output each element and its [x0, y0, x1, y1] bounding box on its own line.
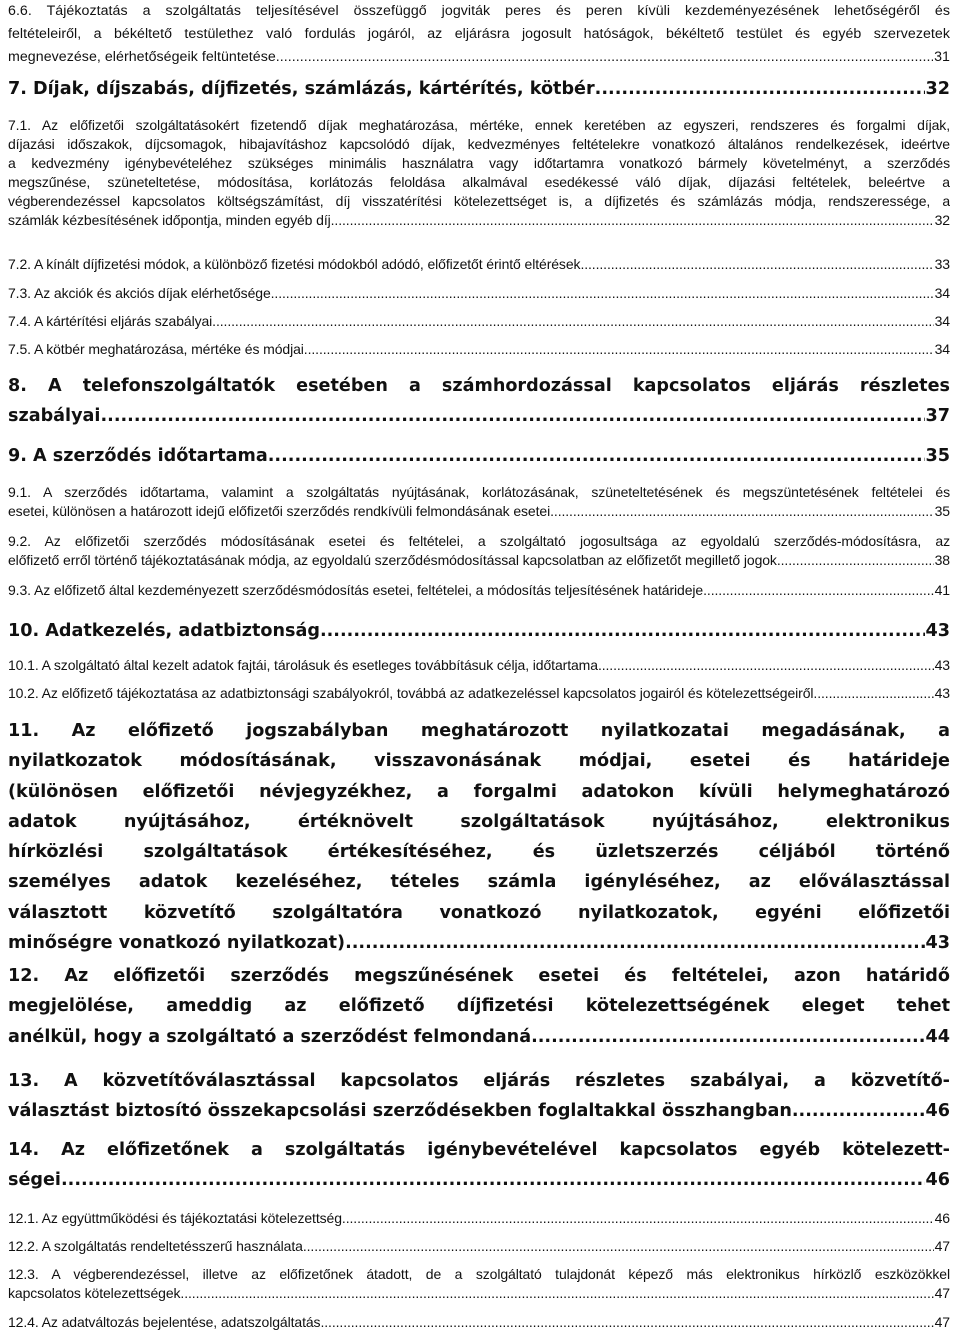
toc-entry[interactable] [8, 1066, 950, 1127]
toc-entry-title: választást biztosító összekapcsolási szerződésekben foglaltakkal összhangban [8, 1101, 792, 1122]
toc-entry-last-line [8, 1237, 950, 1256]
toc-entry-text-line: nyilatkozatok módosításának, visszavonásának módjai, esetei és határideje [8, 751, 950, 772]
toc-entry-last-line [8, 211, 950, 230]
toc-entry[interactable] [8, 1313, 950, 1332]
toc-entry-title: 7.2. A kínált díjfizetési módok, a különböző fizetési módokból adódó, előfizetőt érintő eltérések [8, 256, 581, 272]
dot-leader [180, 1284, 933, 1303]
dot-leader [212, 312, 933, 331]
toc-entry-last-line [8, 656, 950, 675]
toc-entry[interactable] [8, 371, 950, 431]
toc-entry-title: 12.2. A szolgáltatás rendeltetésszerű használata [8, 1238, 303, 1254]
toc-entry-text-line: feltételeiről, a békéltető testülethez való fordulás jogáról, az eljárásra jogosult hatóságok, békéltető testület és egyéb szervezetek [8, 26, 950, 42]
toc-entry-text-line: 12.3. A végberendezéssel, illetve az előfizetőnek átadott, de a szolgáltató tulajdonát képező más elektronikus hírközlő eszközökkel [8, 1266, 950, 1282]
toc-entry-last-line [8, 684, 950, 703]
page-number[interactable]: 33 [934, 256, 950, 272]
toc-entry-title: kapcsolatos kötelezettségek [8, 1285, 181, 1301]
toc-entry[interactable] [8, 441, 950, 471]
page-number[interactable]: 46 [925, 1101, 950, 1122]
toc-entry[interactable] [8, 581, 950, 600]
toc-entry-title: 7. Díjak, díjszabás, díjfizetés, számlázás, kártérítés, kötbér [8, 79, 595, 99]
toc-entry-text-line: díjazási időszakok, díjcsomagok, hibajavításhoz kapcsolódó díjak, kedvezményes feltételekre vonatkozó általános rendelkezések, ideértve [8, 136, 950, 152]
dot-leader [61, 1165, 925, 1195]
toc-entry-last-line [8, 312, 950, 331]
page-number[interactable]: 38 [934, 552, 950, 568]
toc-entry[interactable] [8, 116, 950, 230]
dot-leader [320, 1313, 933, 1332]
dot-leader [342, 1209, 934, 1228]
page-number[interactable]: 34 [934, 341, 950, 357]
page-number[interactable]: 43 [925, 621, 950, 641]
toc-entry[interactable] [8, 312, 950, 331]
toc-entry-title: 12.4. Az adatváltozás bejelentése, adatszolgáltatás [8, 1314, 321, 1330]
page-number[interactable]: 35 [934, 503, 950, 519]
dot-leader [595, 74, 925, 104]
toc-entry-title: 10.2. Az előfizető tájékoztatása az adatbiztonsági szabályokról, továbbá az adatkezeléssel kapcsolatos jogairól és kötelezettségeiről [8, 685, 814, 701]
toc-entry-title: 7.3. Az akciók és akciós díjak elérhetősége [8, 285, 271, 301]
toc-entry-last-line [8, 284, 950, 303]
toc-entry-text-line: 11. Az előfizető jogszabályban meghatározott nyilatkozatai megadásának, a [8, 721, 950, 741]
toc-entry-title: megnevezése, elérhetőségeik feltüntetése [8, 49, 276, 65]
toc-entry-text-line: személyes adatok kezeléséhez, tételes számla igényléséhez, az előválasztással [8, 872, 950, 893]
toc-entry-title: 7.5. A kötbér meghatározása, mértéke és módjai [8, 341, 304, 357]
dot-leader [320, 616, 925, 646]
toc-entry[interactable] [8, 1209, 950, 1228]
toc-entry-text-line: 8. A telefonszolgáltatók esetében a számhordozással kapcsolatos eljárás részletes [8, 376, 950, 396]
toc-entry-last-line [8, 551, 950, 570]
toc-entry-title: 12.1. Az együttműködési és tájékoztatási kötelezettség [8, 1210, 342, 1226]
toc-entry-last-line [8, 1209, 950, 1228]
dot-leader [531, 1022, 924, 1052]
toc-entry-title: számlák kézbesítésének időpontja, minden egyéb díj [8, 212, 331, 228]
toc-entry[interactable] [8, 616, 950, 646]
toc-entry-last-line [8, 1313, 950, 1332]
toc-entry-title: 10.1. A szolgáltató által kezelt adatok fajtái, tárolásuk és esetleges továbbításuk célja, időtartama [8, 657, 598, 673]
page-number[interactable]: 47 [934, 1314, 950, 1330]
dot-leader [792, 1096, 925, 1126]
toc-entry[interactable] [8, 532, 950, 570]
toc-entry-title: anélkül, hogy a szolgáltató a szerződést felmondaná [8, 1026, 532, 1047]
dot-leader [304, 340, 934, 359]
page-number[interactable]: 31 [934, 49, 950, 65]
dot-leader [598, 656, 934, 675]
toc-entry-last-line [8, 616, 950, 646]
toc-entry-last-line [8, 581, 950, 600]
toc-entry-text-line: 7.1. Az előfizetői szolgáltatásokért fizetendő díjak meghatározása, mértéke, ennek keretében az egyszeri, rendszeres és forgalmi díjak, [8, 117, 950, 133]
page-number[interactable]: 44 [925, 1026, 950, 1047]
toc-entry[interactable] [8, 483, 950, 521]
toc-entry-text-line: a kedvezmény igénybevételéhez szükséges minimális használatra vagy időtartamra vonatkozó bármely követelményt, a szerződés [8, 155, 950, 171]
dot-leader [813, 684, 933, 703]
page-number[interactable]: 46 [934, 1210, 950, 1226]
toc-entry-text-line: 9.2. Az előfizetői szerződés módosításának esetei és feltételei, a szolgáltató jogosultsága az egyoldalú szerződés-módosításra, az [8, 533, 950, 549]
toc-entry[interactable] [8, 0, 950, 69]
toc-entry[interactable] [8, 684, 950, 703]
dot-leader [303, 1237, 934, 1256]
toc-entry[interactable] [8, 255, 950, 274]
toc-entry-title: 7.4. A kártérítési eljárás szabályai [8, 313, 213, 329]
toc-entry[interactable] [8, 961, 950, 1052]
page-number[interactable]: 32 [934, 212, 950, 228]
dot-leader [580, 255, 933, 274]
toc-entry[interactable] [8, 284, 950, 303]
page-number[interactable]: 34 [934, 313, 950, 329]
page-number[interactable]: 41 [934, 582, 950, 598]
toc-entry-title: 9. A szerződés időtartama [8, 446, 268, 466]
dot-leader [777, 551, 934, 570]
dot-leader [276, 46, 933, 69]
page-number[interactable]: 47 [934, 1285, 950, 1301]
toc-entry-last-line [8, 255, 950, 274]
toc-entry-title: szabályai [8, 406, 101, 426]
toc-entry-title: 10. Adatkezelés, adatbiztonság [8, 621, 320, 641]
toc-entry-last-line [8, 401, 950, 431]
toc-entry-last-line [8, 340, 950, 359]
toc-entry-text-line: megjelölése, ameddig az előfizető díjfizetési kötelezettségének eleget tehet [8, 996, 950, 1017]
page-number[interactable]: 43 [934, 685, 950, 701]
toc-entry-text-line: 12. Az előfizetői szerződés megszűnésének esetei és feltételei, azon határidő [8, 966, 950, 986]
dot-leader [345, 928, 924, 958]
toc-entry[interactable] [8, 74, 950, 104]
toc-entry[interactable] [8, 1135, 950, 1196]
dot-leader [331, 211, 934, 230]
toc-entry[interactable] [8, 1237, 950, 1256]
toc-entry-text-line: választott közvetítő szolgáltatóra vonatkozó nyilatkozatok, egyéni előfizetői [8, 902, 950, 923]
toc-entry-text-line: hírközlési szolgáltatások értékesítéséhez, és üzletszerzés céljából történő [8, 842, 950, 863]
toc-entry-last-line [8, 74, 950, 104]
toc-entry[interactable] [8, 716, 950, 958]
toc-entry-last-line [8, 1284, 950, 1303]
toc-entry-last-line [8, 1165, 950, 1195]
dot-leader [550, 502, 934, 521]
page-number[interactable]: 32 [925, 79, 950, 99]
page-number[interactable]: 43 [934, 657, 950, 673]
toc-entry-last-line [8, 441, 950, 471]
page-number[interactable]: 35 [925, 446, 950, 466]
dot-leader [703, 581, 934, 600]
toc-entry-text-line: 6.6. Tájékoztatás a szolgáltatás teljesítésével összefüggő jogviták peres és peren kívüli kezdeményezésének lehetőségéről és [8, 3, 950, 19]
toc-entry-title: esetei, különösen a határozott idejű előfizetői szerződés rendkívüli felmondásának esetei [8, 503, 551, 519]
toc-entry[interactable] [8, 656, 950, 675]
toc-entry-last-line [8, 46, 950, 69]
toc-entry-title: minőségre vonatkozó nyilatkozat) [8, 933, 346, 954]
toc-entry[interactable] [8, 1265, 950, 1303]
toc-entry-title: előfizető erről történő tájékoztatásának módja, az egyoldalú szerződésmódosítással kapcsolatban az előfizetőt megillető jogok [8, 552, 777, 568]
page-number[interactable]: 47 [934, 1238, 950, 1254]
dot-leader [268, 441, 925, 471]
toc-entry-text-line: 14. Az előfizetőnek a szolgáltatás igénybevételével kapcsolatos egyéb kötelezett- [8, 1140, 950, 1160]
toc-entry-text-line: (különösen előfizetői névjegyzékhez, a forgalmi adatokon kívüli helymeghatározó [8, 781, 950, 802]
toc-entry-text-line: 13. A közvetítőválasztással kapcsolatos eljárás részletes szabályai, a közvetítő- [8, 1071, 950, 1091]
toc-entry-last-line [8, 928, 950, 958]
toc-entry[interactable] [8, 340, 950, 359]
toc-entry-text-line: 9.1. A szerződés időtartama, valamint a szolgáltatás nyújtásának, korlátozásának, szüneteltetésének és megszüntetésének feltételei és [8, 484, 950, 500]
toc-entry-text-line: megszűnése, szüneteltetése, módosítása, korlátozás feloldása alkalmával esedékessé váló díjak, díjazási feltételek, beleértve a [8, 174, 950, 190]
page-number[interactable]: 34 [934, 285, 950, 301]
toc-entry-last-line [8, 502, 950, 521]
toc-entry-title: ségei [8, 1170, 61, 1191]
toc-entry-last-line [8, 1096, 950, 1126]
toc-entry-text-line: adatok nyújtásához, értéknövelt szolgáltatások nyújtásához, elektronikus [8, 811, 950, 832]
page-number[interactable]: 37 [925, 406, 950, 426]
toc-entry-text-line: végberendezéssel kapcsolatos költségszámítást, díj visszatérítési kötelezettséget is, a díjfizetés és számlázás módja, rendszeressége, a [8, 193, 950, 209]
toc-entry-title: 9.3. Az előfizető által kezdeményezett szerződésmódosítás esetei, feltételei, a módosítás teljesítésének határideje [8, 582, 704, 598]
toc-entry-last-line [8, 1022, 950, 1052]
dot-leader [100, 401, 924, 431]
page-number[interactable]: 43 [925, 933, 950, 954]
page-number[interactable]: 46 [925, 1170, 950, 1191]
dot-leader [271, 284, 934, 303]
